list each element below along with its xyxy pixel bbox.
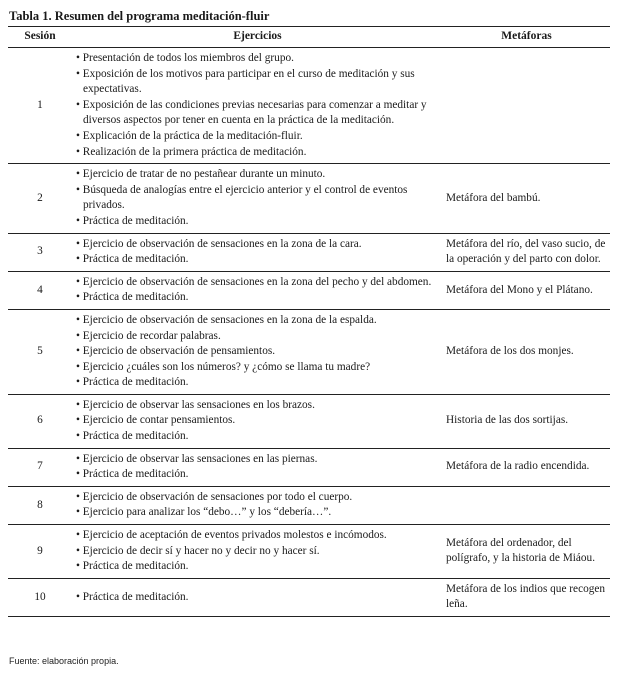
- table-row: [8, 271, 610, 309]
- session-number: 8: [8, 486, 72, 524]
- exercises-cell: [72, 525, 443, 579]
- session-number: 10: [8, 578, 72, 616]
- exercise-item: • Ejercicio de observar las sensaciones en los brazos.: [76, 398, 315, 411]
- table-row: [8, 525, 610, 579]
- exercise-item: • Exposición de los motivos para participar en el curso de meditación y sus expectativas.: [76, 67, 415, 96]
- exercises-cell: [72, 164, 443, 233]
- exercises-cell: [72, 448, 443, 486]
- exercise-item: • Ejercicio de recordar palabras.: [76, 329, 221, 342]
- exercises-cell: [72, 578, 443, 616]
- exercise-item: • Práctica de meditación.: [76, 214, 189, 227]
- table-row: [8, 394, 610, 448]
- header-session: Sesión: [8, 27, 72, 48]
- exercises-cell: [72, 394, 443, 448]
- metaphor-cell: Metáfora del Mono y el Plátano.: [443, 271, 610, 309]
- metaphor-cell: Historia de las dos sortijas.: [443, 394, 610, 448]
- exercise-item: • Práctica de meditación.: [76, 430, 189, 443]
- table-row: [8, 164, 610, 233]
- table-row: [8, 233, 610, 271]
- header-metaphors: Metáforas: [443, 27, 610, 48]
- table-caption: Tabla 1. Resumen del programa meditación-fluir: [9, 9, 270, 23]
- metaphor-cell: Metáfora de la radio encendida.: [443, 448, 610, 486]
- exercise-item: • Realización de la primera práctica de meditación.: [76, 145, 307, 158]
- meditation-program-table: [8, 26, 610, 617]
- exercise-item: • Práctica de meditación.: [76, 590, 189, 603]
- metaphor-cell: [443, 486, 610, 524]
- exercise-item: • Ejercicio de aceptación de eventos privados molestos e incómodos.: [76, 529, 387, 542]
- metaphor-cell: Metáfora del bambú.: [443, 164, 610, 233]
- exercise-item: • Ejercicio de observación de sensaciones en la zona de la cara.: [76, 237, 362, 250]
- exercise-item: • Explicación de la práctica de la meditación-fluir.: [76, 129, 303, 142]
- exercise-item: • Exposición de las condiciones previas necesarias para comenzar a meditar y diversos aspectos por tener en cuenta en la práctica de la meditación.: [76, 98, 427, 127]
- table-row: [8, 486, 610, 524]
- exercise-item: • Ejercicio de observación de pensamientos.: [76, 345, 276, 358]
- exercise-item: • Práctica de meditación.: [76, 291, 189, 304]
- exercise-item: • Ejercicio para analizar los “debo…” y los “debería…”.: [76, 506, 332, 519]
- exercise-item: • Práctica de meditación.: [76, 253, 189, 266]
- header-exercises: Ejercicios: [72, 27, 443, 48]
- exercise-item: • Práctica de meditación.: [76, 376, 189, 389]
- exercise-item: • Búsqueda de analogías entre el ejercicio anterior y el control de eventos privados.: [76, 183, 408, 212]
- exercise-item: • Ejercicio de tratar de no pestañear durante un minuto.: [76, 168, 326, 181]
- session-number: 1: [8, 48, 72, 164]
- exercise-item: • Presentación de todos los miembros del grupo.: [76, 52, 294, 64]
- session-number: 2: [8, 164, 72, 233]
- exercises-cell: [72, 48, 443, 164]
- exercise-item: • Ejercicio ¿cuáles son los números? y ¿cómo se llama tu madre?: [76, 360, 371, 373]
- exercises-cell: [72, 309, 443, 394]
- exercise-item: • Práctica de meditación.: [76, 560, 189, 573]
- session-number: 4: [8, 271, 72, 309]
- session-number: 9: [8, 525, 72, 579]
- metaphor-cell: Metáfora del ordenador, del polígrafo, y la historia de Miáou.: [443, 525, 610, 579]
- table-row: [8, 309, 610, 394]
- session-number: 7: [8, 448, 72, 486]
- metaphor-cell: Metáfora del río, del vaso sucio, de la operación y del parto con dolor.: [443, 233, 610, 271]
- exercise-item: • Ejercicio de observación de sensaciones en la zona de la espalda.: [76, 313, 377, 326]
- table-row: [8, 48, 610, 164]
- exercises-cell: [72, 271, 443, 309]
- exercise-item: • Ejercicio de decir sí y hacer no y decir no y hacer sí.: [76, 544, 320, 557]
- exercise-item: • Ejercicio de observación de sensaciones por todo el cuerpo.: [76, 490, 353, 503]
- exercises-cell: [72, 233, 443, 271]
- exercise-item: • Ejercicio de contar pensamientos.: [76, 414, 236, 427]
- metaphor-cell: Metáfora de los indios que recogen leña.: [443, 578, 610, 616]
- metaphor-cell: Metáfora de los dos monjes.: [443, 309, 610, 394]
- exercise-item: • Ejercicio de observar las sensaciones en las piernas.: [76, 452, 318, 465]
- session-number: 6: [8, 394, 72, 448]
- exercise-item: • Práctica de meditación.: [76, 468, 189, 481]
- table-source-note: Fuente: elaboración propia.: [9, 656, 119, 666]
- session-number: 5: [8, 309, 72, 394]
- metaphor-cell: [443, 48, 610, 164]
- table-header-row: [8, 27, 610, 48]
- table-row: [8, 448, 610, 486]
- exercise-item: • Ejercicio de observación de sensaciones en la zona del pecho y del abdomen.: [76, 275, 432, 288]
- table-row: [8, 578, 610, 616]
- session-number: 3: [8, 233, 72, 271]
- exercises-cell: [72, 486, 443, 524]
